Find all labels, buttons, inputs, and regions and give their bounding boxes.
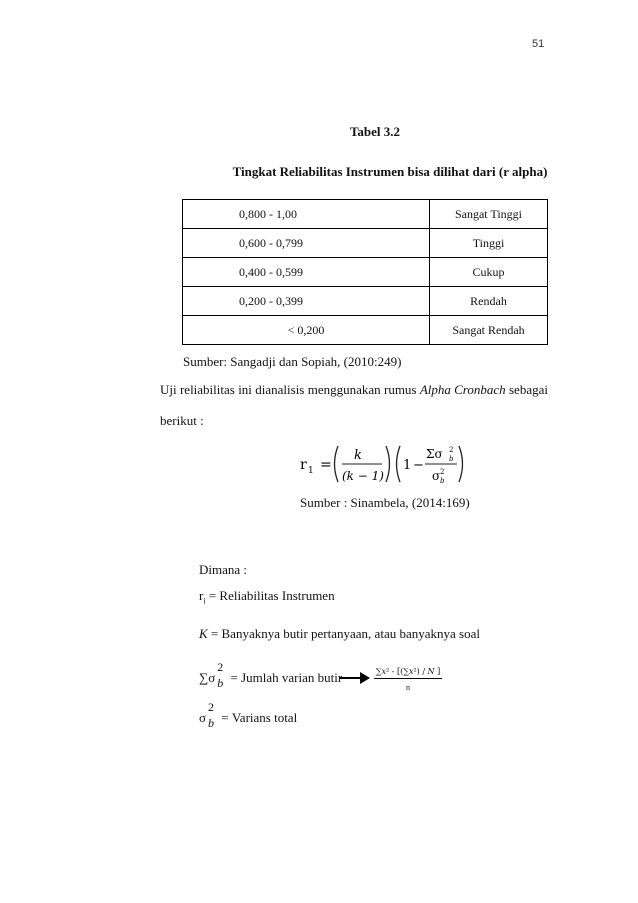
- definition-r1: [199, 588, 335, 606]
- formula-lhs-sub: 1: [308, 466, 314, 476]
- k-symbol: K: [199, 626, 208, 641]
- table-row: [183, 287, 548, 316]
- word: menggunakan: [307, 382, 381, 397]
- level-cell: Cukup: [430, 258, 548, 287]
- formula-b: b: [440, 477, 445, 485]
- table-title: Tabel 3.2: [349, 124, 401, 139]
- svg-text:=: =: [320, 457, 332, 473]
- formula-source: Sumber : Sinambela, (2014:169): [300, 495, 470, 510]
- word: Uji: [160, 382, 177, 397]
- formula-sum-sigma: Σσ: [426, 447, 443, 461]
- page-number: 51: [532, 38, 545, 50]
- definition-sigma: σ 2 b = Varians total: [199, 700, 298, 730]
- formula-sq: 2: [440, 468, 445, 476]
- definitions-heading: Dimana :: [199, 562, 248, 577]
- range-cell: 0,600 - 0,799: [183, 229, 430, 258]
- formula-k-minus-1: (k − 1): [342, 469, 384, 483]
- formula-lhs: r: [300, 457, 307, 473]
- formula-b: b: [449, 455, 454, 463]
- right-arrow-icon: [340, 671, 370, 685]
- table-subtitle: Tingkat Reliabilitas Instrumen bisa dilihat dari (r alpha): [232, 164, 548, 179]
- range-cell: 0,800 - 1,00: [183, 200, 430, 229]
- word: ini: [238, 382, 252, 397]
- level-cell: Rendah: [430, 287, 548, 316]
- range-cell: 0,400 - 0,599: [183, 258, 430, 287]
- sum-sigma-symbol: ∑σ: [199, 669, 216, 685]
- word: sebagai: [509, 382, 548, 397]
- variance-fraction: [374, 667, 442, 692]
- word: reliabilitas: [179, 382, 235, 397]
- definition-sum-sigma: ∑σ 2 b = Jumlah varian butir: [199, 660, 343, 690]
- word: rumus: [383, 382, 417, 397]
- formula-one: 1: [403, 458, 412, 473]
- reliability-table: [182, 199, 548, 345]
- k-text: = Banyaknya butir pertanyaan, atau banyaknya soal: [207, 626, 480, 641]
- level-cell: Sangat Rendah: [430, 316, 548, 345]
- r1-subscript: i: [203, 596, 206, 606]
- table-row: [183, 229, 548, 258]
- level-cell: Sangat Tinggi: [430, 200, 548, 229]
- formula-minus: −: [413, 458, 424, 473]
- alpha-cronbach-term: Alpha Cronbach: [419, 382, 506, 397]
- paragraph-line-2: berikut :: [160, 413, 204, 428]
- table-source: Sumber: Sangadji dan Sopiah, (2010:249): [183, 354, 402, 369]
- alpha-cronbach-formula: [298, 440, 468, 488]
- formula-k: k: [354, 448, 362, 463]
- fraction-numerator: ∑𝑥² - [(∑𝑥²) / 𝑁 ]: [374, 667, 442, 679]
- definition-k: [199, 626, 480, 642]
- table-row: [183, 200, 548, 229]
- range-cell: 0,200 - 0,399: [183, 287, 430, 316]
- word: dianalisis: [255, 382, 305, 397]
- table-row: [183, 316, 548, 345]
- fraction-denominator: n: [406, 683, 410, 692]
- formula-sq: 2: [449, 446, 454, 454]
- r1-symbol: r: [199, 588, 204, 603]
- sigma-text: = Varians total: [218, 709, 298, 725]
- level-cell: Tinggi: [430, 229, 548, 258]
- sum-sigma-text: = Jumlah varian butir: [227, 669, 343, 685]
- formula-sigma: σ: [432, 469, 441, 483]
- paragraph-line-1: [160, 382, 548, 398]
- table-row: [183, 258, 548, 287]
- r1-text: = Reliabilitas Instrumen: [205, 588, 335, 603]
- sigma-symbol: σ: [199, 709, 207, 725]
- range-cell: < 0,200: [183, 316, 430, 345]
